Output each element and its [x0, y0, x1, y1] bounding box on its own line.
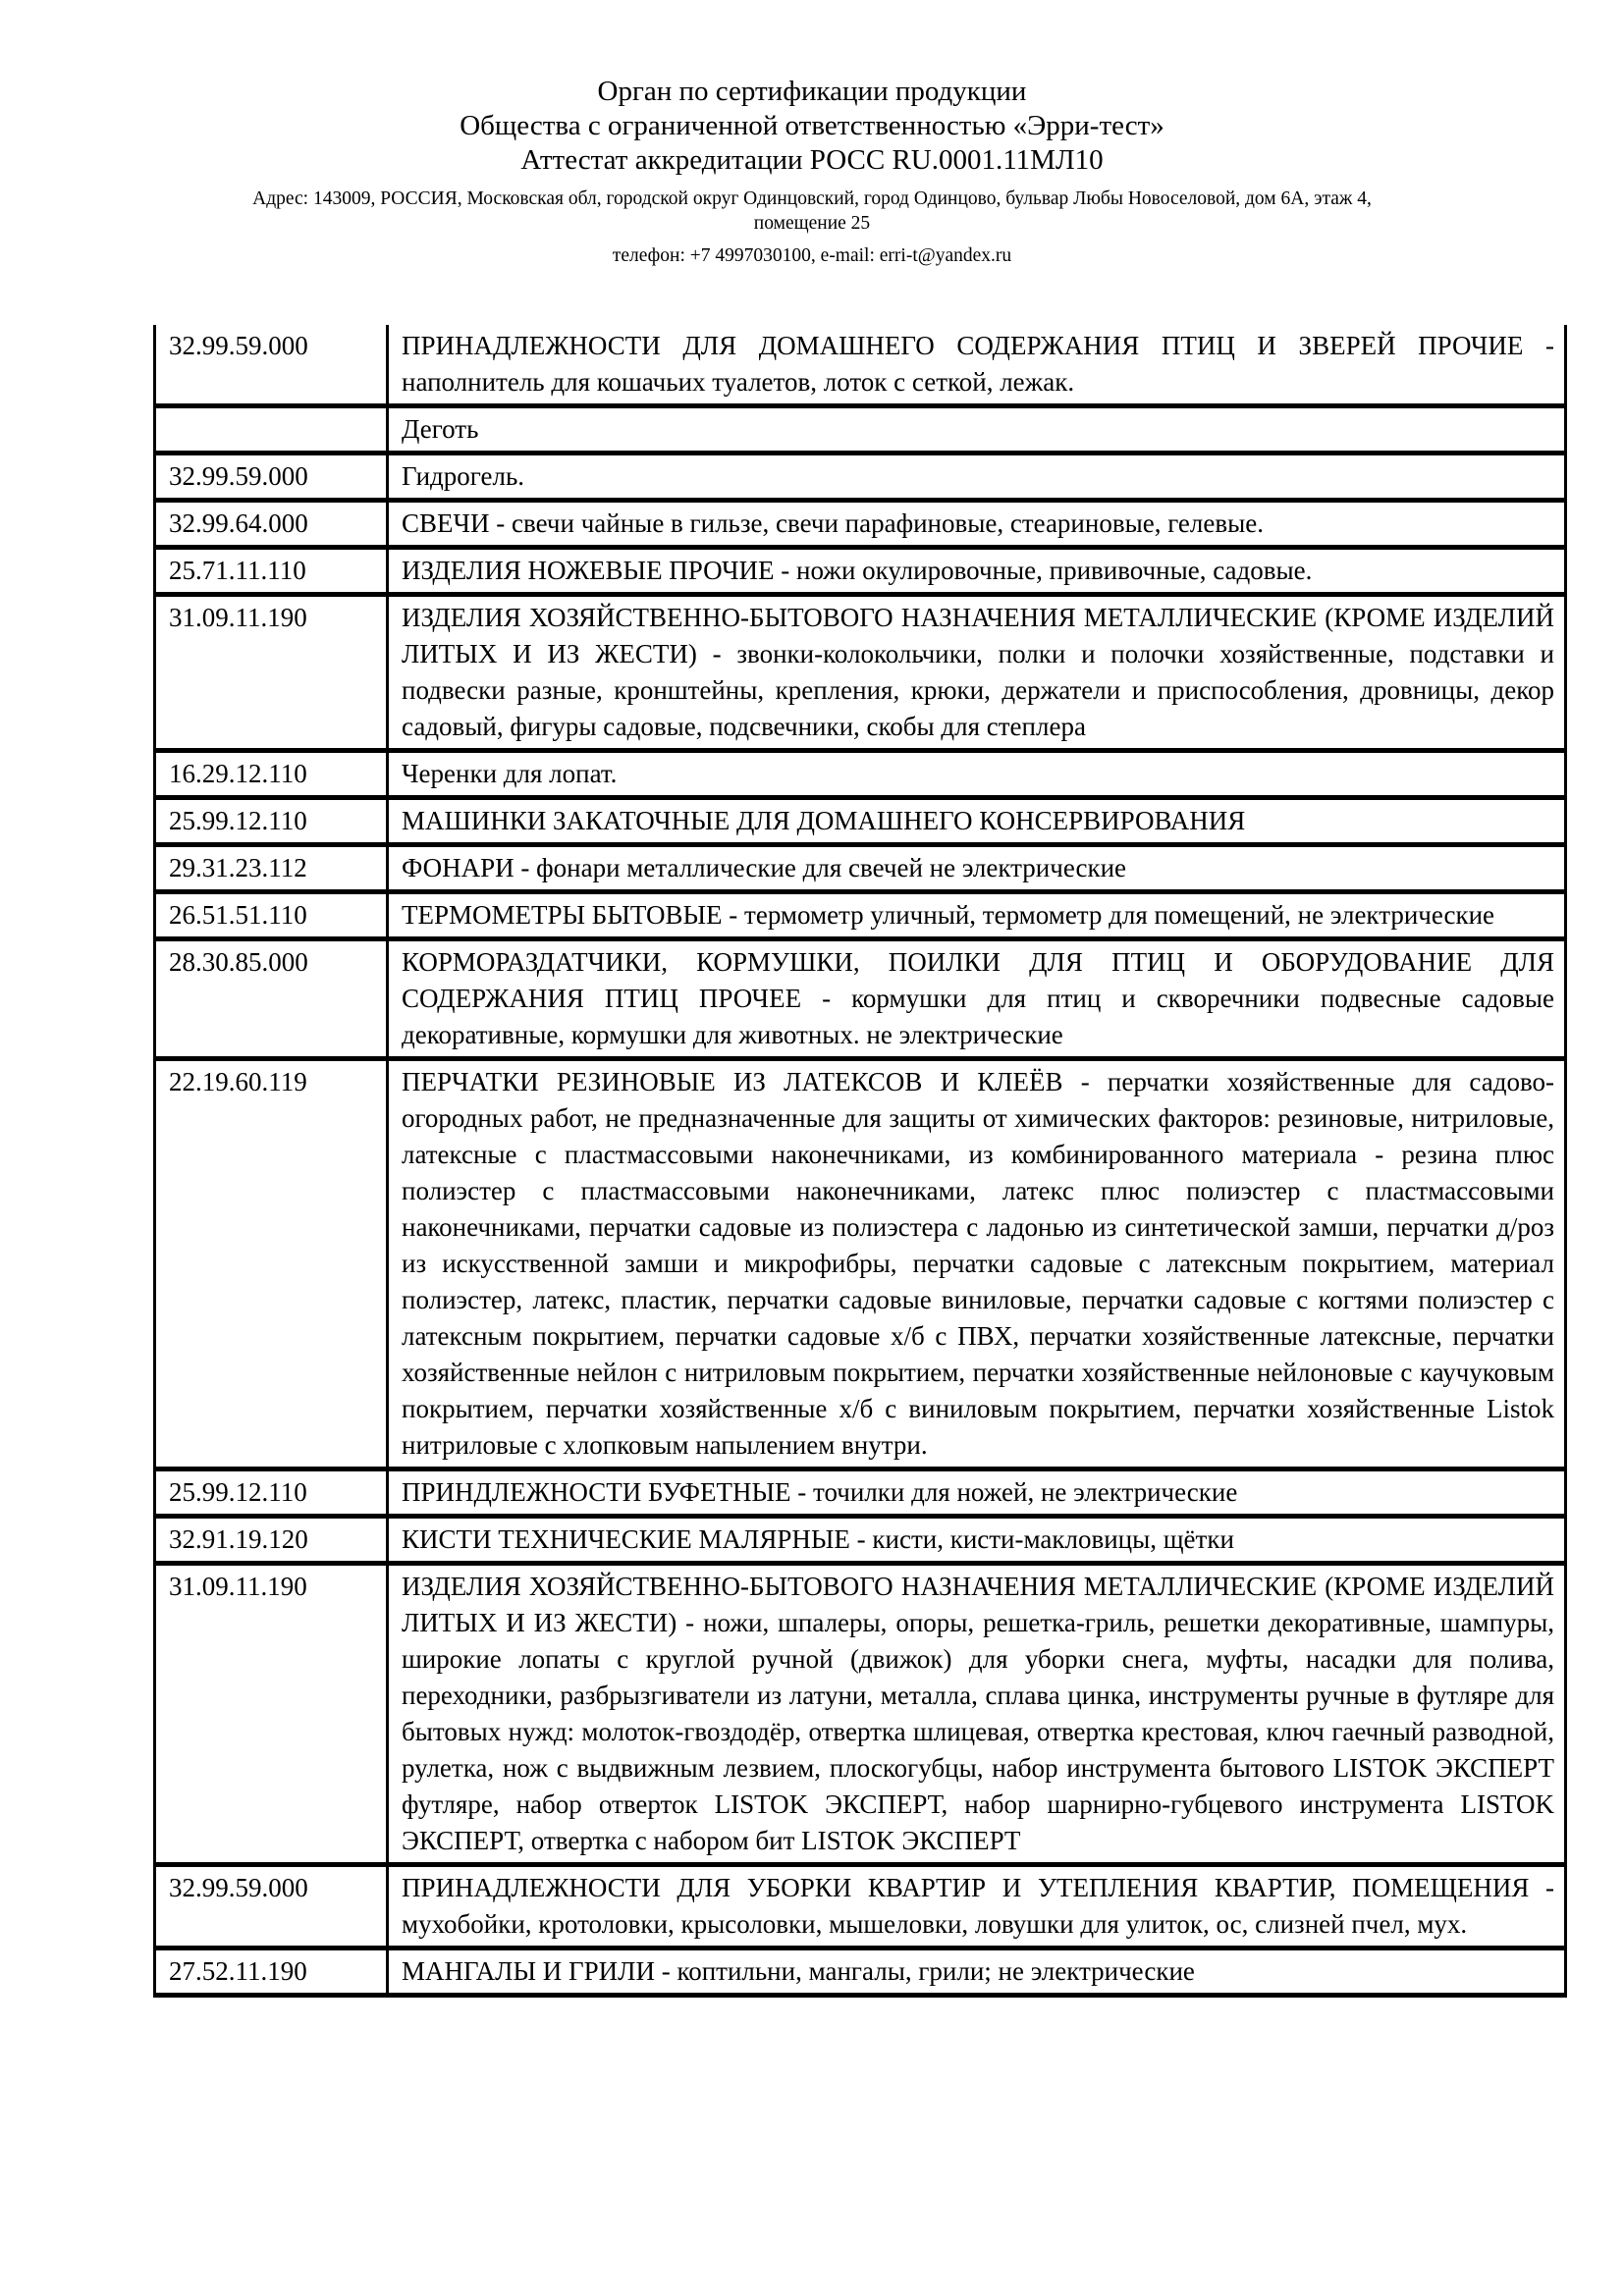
product-description-cell: ИЗДЕЛИЯ ХОЗЯЙСТВЕННО-БЫТОВОГО НАЗНАЧЕНИЯ МЕТАЛЛИЧЕСКИЕ (КРОМЕ ИЗДЕЛИЙ ЛИТЫХ И ИЗ ЖЕСТИ) - ножи, шпалеры, опоры, решетка-гриль, решетки декоративные, шампуры, широкие лопаты с круглой ручной (движок) для уборки снега, муфты, насадки для полива, переходники, разбрызгиватели из латуни, металла, сплава цинка, инструменты ручные в футляре для бытовых нужд: молоток-гвоздодёр, отвертка шлицевая, отвертка крестовая, ключ гаечный разводной, рулетка, нож с выдвижным лезвием, плоскогубцы, набор инструмента бытового LISTOK ЭКСПЕРТ футляре, набор отверток LISTOK ЭКСПЕРТ, набор шарнирно-губцевого инструмента LISTOK ЭКСПЕРТ, отвертка с набором бит LISTOK ЭКСПЕРТ: [388, 1564, 1566, 1865]
table-row: [155, 325, 1566, 406]
table-row: [155, 751, 1566, 798]
product-code-cell: 32.99.59.000: [155, 325, 388, 406]
product-code-cell: 25.99.12.110: [155, 1469, 388, 1517]
product-description-cell: СВЕЧИ - свечи чайные в гильзе, свечи парафиновые, стеариновые, гелевые.: [388, 501, 1566, 548]
product-description-cell: ПРИНДЛЕЖНОСТИ БУФЕТНЫЕ - точилки для ножей, не электрические: [388, 1469, 1566, 1517]
document-header: [0, 75, 1624, 268]
product-description-cell: ИЗДЕЛИЯ НОЖЕВЫЕ ПРОЧИЕ - ножи окулировочные, прививочные, садовые.: [388, 548, 1566, 595]
organization-name: Общества с ограниченной ответственностью «Эрри-тест»: [460, 110, 1164, 141]
product-description-cell: КИСТИ ТЕХНИЧЕСКИЕ МАЛЯРНЫЕ - кисти, кисти-макловицы, щётки: [388, 1517, 1566, 1564]
product-code-cell: 32.99.64.000: [155, 501, 388, 548]
product-code-cell: 32.91.19.120: [155, 1517, 388, 1564]
certification-body-title: Орган по сертификации продукции: [597, 76, 1027, 107]
table-row: [155, 1517, 1566, 1564]
table-row: [155, 798, 1566, 845]
table-row: [155, 892, 1566, 939]
address-line: Адрес: 143009, РОССИЯ, Московская обл, городской округ Одинцовский, город Одинцово, бульвар Любы Новоселовой, дом 6А, этаж 4,: [252, 188, 1372, 209]
product-code-cell: 31.09.11.190: [155, 1564, 388, 1865]
table-row: [155, 1059, 1566, 1469]
product-description-cell: Черенки для лопат.: [388, 751, 1566, 798]
table-row: [155, 1949, 1566, 1996]
table-row: [155, 501, 1566, 548]
table-row: [155, 1564, 1566, 1865]
table-row: [155, 845, 1566, 892]
table-row: [155, 595, 1566, 751]
product-code-cell: 16.29.12.110: [155, 751, 388, 798]
product-code-cell: 27.52.11.190: [155, 1949, 388, 1996]
product-code-cell: 32.99.59.000: [155, 454, 388, 501]
product-code-cell: 25.71.11.110: [155, 548, 388, 595]
table-row: [155, 939, 1566, 1059]
premises-line: помещение 25: [753, 213, 871, 234]
product-description-cell: ПРИНАДЛЕЖНОСТИ ДЛЯ ДОМАШНЕГО СОДЕРЖАНИЯ ПТИЦ И ЗВЕРЕЙ ПРОЧИЕ - наполнитель для кошачьих туалетов, лоток с сеткой, лежак.: [388, 325, 1566, 406]
product-description-cell: ПЕРЧАТКИ РЕЗИНОВЫЕ ИЗ ЛАТЕКСОВ И КЛЕЁВ - перчатки хозяйственные для садово-огородных работ, не предназначенные для защиты от химических факторов: резиновые, нитриловые, латексные с пластмассовыми наконечниками, из комбинированного материала - резина плюс полиэстер с пластмассовыми наконечниками, латекс плюс полиэстер с пластмассовыми наконечниками, перчатки садовые из полиэстера с ладонью из синтетической замши, перчатки д/роз из искусственной замши и микрофибры, перчатки садовые с латексным покрытием, материал полиэстер, латекс, пластик, перчатки садовые виниловые, перчатки садовые с когтями полиэстер с латексным покрытием, перчатки садовые х/б с ПВХ, перчатки хозяйственные латексные, перчатки хозяйственные нейлон с нитриловым покрытием, перчатки хозяйственные нейлоновые с каучуковым покрытием, перчатки хозяйственные х/б с виниловым покрытием, перчатки хозяйственные Listok нитриловые с хлопковым напылением внутри.: [388, 1059, 1566, 1469]
product-description-cell: Деготь: [388, 406, 1566, 454]
table-row: [155, 406, 1566, 454]
product-description-cell: ПРИНАДЛЕЖНОСТИ ДЛЯ УБОРКИ КВАРТИР И УТЕПЛЕНИЯ КВАРТИР, ПОМЕЩЕНИЯ - мухобойки, кротоловки, крысоловки, мышеловки, ловушки для улиток, ос, слизней пчел, мух.: [388, 1865, 1566, 1949]
product-description-cell: ТЕРМОМЕТРЫ БЫТОВЫЕ - термометр уличный, термометр для помещений, не электрические: [388, 892, 1566, 939]
product-code-cell: 29.31.23.112: [155, 845, 388, 892]
product-description-cell: ФОНАРИ - фонари металлические для свечей не электрические: [388, 845, 1566, 892]
product-code-cell: 22.19.60.119: [155, 1059, 388, 1469]
accreditation-number: Аттестат аккредитации РОСС RU.0001.11МЛ10: [520, 144, 1104, 176]
product-description-cell: МАШИНКИ ЗАКАТОЧНЫЕ ДЛЯ ДОМАШНЕГО КОНСЕРВИРОВАНИЯ: [388, 798, 1566, 845]
address-block: [0, 187, 1624, 236]
table-row: [155, 548, 1566, 595]
table-row: [155, 1469, 1566, 1517]
contact-line: телефон: +7 4997030100, e-mail: erri-t@yandex.ru: [612, 245, 1012, 266]
product-code-cell: 26.51.51.110: [155, 892, 388, 939]
product-code-cell: 31.09.11.190: [155, 595, 388, 751]
table-row: [155, 454, 1566, 501]
product-code-cell: 28.30.85.000: [155, 939, 388, 1059]
product-code-cell: [155, 406, 388, 454]
product-description-cell: МАНГАЛЫ И ГРИЛИ - коптильни, мангалы, грили; не электрические: [388, 1949, 1566, 1996]
table-row: [155, 1865, 1566, 1949]
products-table: [153, 325, 1567, 1998]
product-code-cell: 32.99.59.000: [155, 1865, 388, 1949]
product-description-cell: Гидрогель.: [388, 454, 1566, 501]
product-description-cell: ИЗДЕЛИЯ ХОЗЯЙСТВЕННО-БЫТОВОГО НАЗНАЧЕНИЯ МЕТАЛЛИЧЕСКИЕ (КРОМЕ ИЗДЕЛИЙ ЛИТЫХ И ИЗ ЖЕСТИ) - звонки-колокольчики, полки и полочки хозяйственные, подставки и подвески разные, кронштейны, крепления, крюки, держатели и приспособления, дровницы, декор садовый, фигуры садовые, подсвечники, скобы для степлера: [388, 595, 1566, 751]
product-code-cell: 25.99.12.110: [155, 798, 388, 845]
product-description-cell: КОРМОРАЗДАТЧИКИ, КОРМУШКИ, ПОИЛКИ ДЛЯ ПТИЦ И ОБОРУДОВАНИЕ ДЛЯ СОДЕРЖАНИЯ ПТИЦ ПРОЧЕЕ - кормушки для птиц и скворечники подвесные садовые декоративные, кормушки для животных. не электрические: [388, 939, 1566, 1059]
